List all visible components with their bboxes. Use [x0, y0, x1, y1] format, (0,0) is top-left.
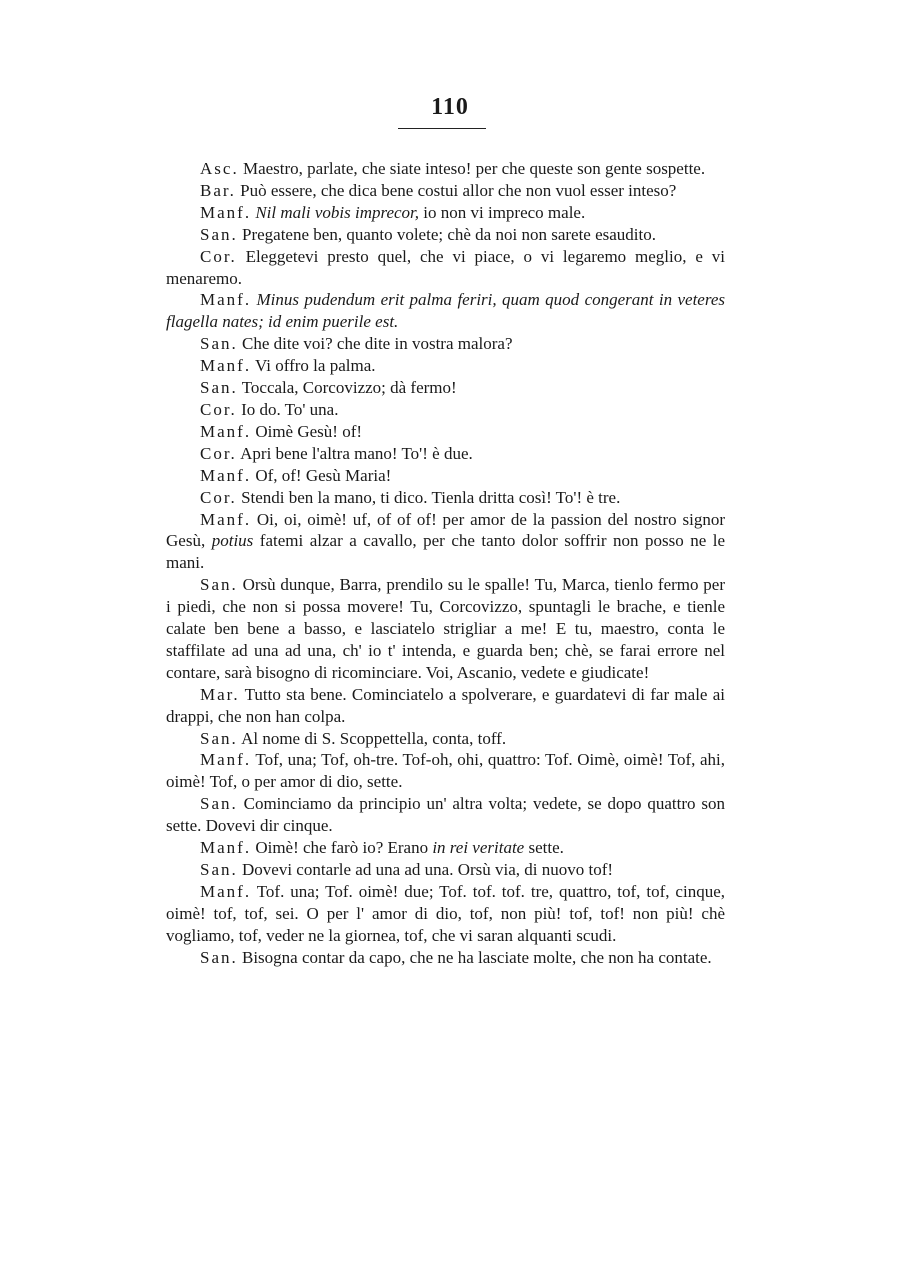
speaker: Cor.	[200, 487, 237, 507]
speech: Al nome di S. Scoppettella, conta, toff.	[241, 728, 507, 748]
speaker: Manf.	[200, 290, 252, 310]
dialogue-line	[166, 881, 725, 947]
speech: Bisogna contar da capo, che ne ha lasciate molte, che non ha contate.	[242, 947, 712, 967]
dialogue-line	[166, 487, 725, 509]
speech: Tutto sta bene. Cominciatelo a spolverare, e guardatevi di far male ai drappi, che non han colpa.	[166, 684, 726, 726]
speech: Toccala, Corcovizzo; dà fermo!	[241, 378, 457, 398]
speech: Vi offro la palma.	[255, 356, 376, 376]
dialogue-line	[166, 224, 725, 246]
speaker: San.	[200, 947, 238, 967]
dialogue-line	[166, 246, 725, 290]
speaker: San.	[200, 794, 238, 814]
speech: Dovevi contarle ad una ad una. Orsù via, di nuovo tof!	[242, 860, 614, 879]
speech: Of, of! Gesù Maria!	[255, 465, 392, 485]
speaker: San.	[200, 860, 238, 879]
speaker: Manf.	[200, 838, 252, 858]
speaker: San.	[200, 334, 238, 354]
speaker: San.	[200, 728, 238, 748]
speaker: Manf.	[200, 202, 252, 222]
latin-phrase: potius	[211, 531, 254, 551]
speech: io non vi impreco male.	[423, 202, 586, 222]
speaker: Manf.	[200, 509, 252, 529]
speech: Eleggetevi presto quel, che vi piace, o vi legaremo meglio, e vi menaremo.	[166, 246, 725, 288]
dialogue-line	[166, 684, 725, 728]
speaker: San.	[200, 378, 238, 398]
speech: Cominciamo da principio un' altra volta; vedete, se dopo quattro son sette. Dovevi dir cinque.	[166, 794, 726, 836]
speech: Oimè Gesù! of!	[255, 421, 363, 441]
speech: Apri bene l'altra mano! To'! è due.	[240, 443, 473, 463]
dialogue-line	[166, 399, 725, 421]
speaker: Cor.	[200, 443, 237, 463]
dialogue-line	[166, 421, 725, 443]
dialogue-line	[166, 355, 725, 377]
dialogue-line	[166, 793, 725, 837]
speech: Io do. To' una.	[241, 399, 339, 419]
speaker: San.	[200, 575, 238, 595]
speech: Oi, oi, oimè! uf, of of of! per amor de la passion del nostro signor Gesù,	[166, 509, 726, 551]
speaker: Mar.	[200, 684, 240, 704]
speaker: San.	[200, 224, 238, 244]
page-number: 110	[431, 94, 469, 120]
dialogue-line	[166, 574, 725, 684]
dialogue-line	[166, 377, 725, 399]
dialogue-line	[166, 749, 725, 793]
speech-continued: fatemi alzar a cavallo, per che tanto dolor soffrir non posso ne le mani.	[166, 531, 726, 573]
speech: Maestro, parlate, che siate inteso! per che queste son gente sospette.	[242, 159, 706, 178]
speech: Può essere, che dica bene costui allor che non vuol esser inteso?	[240, 180, 677, 200]
dialogue-line	[166, 202, 725, 224]
speaker: Bar.	[200, 180, 236, 200]
speech: Tof. una; Tof. oimè! due; Tof. tof. tof. tre, quattro, tof, tof, cinque, oimè! tof, tof, sei. O per l' amor di dio, tof, non più! tof, tof! non più! chè vogliamo, tof, veder ne la giornea, tof, che vi saran alquanti scudi.	[166, 881, 725, 945]
header-rule	[398, 128, 486, 129]
speech: Stendi ben la mano, ti dico. Tienla dritta così! To'! è tre.	[241, 487, 621, 507]
speaker: Manf.	[200, 881, 252, 901]
speech-continued: sette.	[528, 838, 564, 858]
dialogue-line	[166, 728, 725, 750]
dialogue-line	[166, 289, 725, 333]
dialogue-line	[166, 180, 725, 202]
dialogue-text	[166, 158, 725, 969]
dialogue-line	[166, 158, 725, 180]
speaker: Manf.	[200, 465, 252, 485]
dialogue-line	[166, 837, 725, 859]
dialogue-line	[166, 859, 725, 881]
speech: Orsù dunque, Barra, prendilo su le spalle! Tu, Marca, tienlo fermo per i piedi, che non si possa movere! Tu, Corcovizzo, spuntagli le brache, e tienle calate ben bene a basso, e lasciatelo strigliar a me! E tu, maestro, conta le staffilate ad una ad una, ch' io t' intenda, e guarda ben; chè, se farai errore nel contare, sarà bisogno di ricominciare. Voi, Ascanio, vedete e giudicate!	[166, 575, 726, 682]
speech: Tof, una; Tof, oh-tre. Tof-oh, ohi, quattro: Tof. Oimè, oimè! Tof, ahi, oimè! Tof, o per amor di dio, sette.	[166, 750, 726, 792]
speaker: Cor.	[200, 246, 237, 266]
latin-phrase: Minus pudendum erit palma feriri, quam quod congerant in veteres flagella nates; id enim puerile est.	[166, 290, 726, 332]
speaker: Asc.	[200, 159, 239, 178]
dialogue-line	[166, 443, 725, 465]
dialogue-line	[166, 333, 725, 355]
speech: Oimè! che farò io? Erano	[255, 838, 429, 858]
dialogue-line	[166, 947, 725, 969]
dialogue-line	[166, 465, 725, 487]
speech: Che dite voi? che dite in vostra malora?	[242, 334, 513, 354]
speaker: Manf.	[200, 750, 252, 770]
speech: Pregatene ben, quanto volete; chè da noi non sarete esaudito.	[242, 224, 656, 244]
speaker: Cor.	[200, 399, 237, 419]
latin-phrase: Nil mali vobis imprecor,	[255, 202, 420, 222]
speaker: Manf.	[200, 421, 252, 441]
dialogue-line	[166, 509, 725, 575]
speaker: Manf.	[200, 356, 252, 376]
latin-phrase: in rei veritate	[432, 838, 525, 858]
